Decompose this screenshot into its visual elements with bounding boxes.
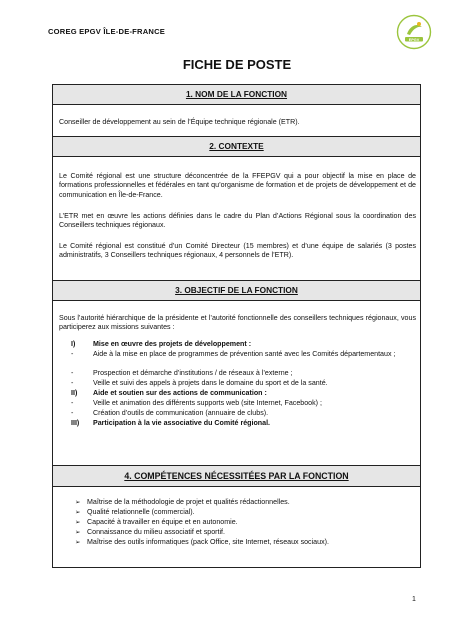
arrow-bullet-icon: ➢: [75, 509, 81, 516]
mission-2-item-1: Veille et animation des différents supports web (site Internet, Facebook) ;: [93, 399, 322, 407]
mission-2-item-2: Création d’outils de communication (annuaire de clubs).: [93, 409, 269, 417]
dash-marker: -: [71, 399, 74, 407]
mission-1-title: Mise en œuvre des projets de développement :: [93, 340, 252, 348]
section-3-heading: 3. OBJECTIF DE LA FONCTION: [53, 280, 420, 301]
epgv-logo-icon: [396, 14, 432, 50]
document-title: FICHE DE POSTE: [182, 57, 292, 72]
section-2-heading: 2. CONTEXTE: [53, 136, 420, 157]
skill-item-4: Connaissance du milieu associatif et sportif.: [87, 528, 226, 536]
logo-text: EPGV: [408, 37, 420, 42]
organization-header: COREG EPGV ÎLE-DE-FRANCE: [48, 27, 166, 36]
mission-1-number: I): [71, 340, 76, 348]
page-number: 1: [412, 596, 416, 603]
dash-marker: -: [71, 409, 74, 417]
skill-item-2: Qualité relationnelle (commercial).: [87, 508, 195, 516]
skill-item-3: Capacité à travailler en équipe et en autonomie.: [87, 518, 238, 526]
objective-intro: Sous l’autorité hiérarchique de la présidente et l’autorité fonctionnelle des conseillers techniques régionaux, vous participerez aux missions suivantes :: [59, 314, 416, 332]
section-1-text: Conseiller de développement au sein de l’Équipe technique régionale (ETR).: [59, 118, 300, 126]
skill-item-1: Maîtrise de la méthodologie de projet et qualités rédactionnelles.: [87, 498, 290, 506]
arrow-bullet-icon: ➢: [75, 539, 81, 546]
arrow-bullet-icon: ➢: [75, 499, 81, 506]
job-description-frame: [52, 84, 421, 568]
dash-marker: -: [71, 379, 74, 387]
mission-3-title: Participation à la vie associative du Comité régional.: [93, 419, 271, 427]
arrow-bullet-icon: ➢: [75, 519, 81, 526]
mission-3-number: III): [71, 419, 80, 427]
mission-1-item-1: Aide à la mise en place de programmes de prévention santé avec les Comités départementaux ;: [93, 350, 396, 358]
dash-marker: -: [71, 369, 74, 377]
mission-1-item-3: Veille et suivi des appels à projets dans le domaine du sport et de la santé.: [93, 379, 328, 387]
mission-2-number: II): [71, 389, 78, 397]
context-paragraph-1: Le Comité régional est une structure déconcentrée de la FFEPGV qui a pour objectif la mise en place de formations professionnelles et fédérales en tant qu’organisme de formation et de projets de développement et de communication en Île-de-France.: [59, 172, 416, 199]
arrow-bullet-icon: ➢: [75, 529, 81, 536]
mission-1-item-2: Prospection et démarche d’institutions / de réseaux à l’externe ;: [93, 369, 293, 377]
skill-item-5: Maîtrise des outils informatiques (pack Office, site Internet, réseaux sociaux).: [87, 538, 329, 546]
dash-marker: -: [71, 350, 74, 358]
section-4-heading: 4. COMPÉTENCES NÉCESSITÉES PAR LA FONCTION: [53, 465, 420, 487]
section-1-heading: 1. NOM DE LA FONCTION: [53, 85, 420, 105]
mission-2-title: Aide et soutien sur des actions de communication :: [93, 389, 267, 397]
context-paragraph-2: L’ETR met en œuvre les actions définies dans le cadre du Plan d’Actions Régional sous la coordination des Conseillers techniques régionaux.: [59, 212, 416, 230]
context-paragraph-3: Le Comité régional est constitué d’un Comité Directeur (15 membres) et d’une équipe de salariés (3 postes administratifs, 3 Conseillers techniques régionaux, 4 personnels de l’ETR).: [59, 242, 416, 260]
